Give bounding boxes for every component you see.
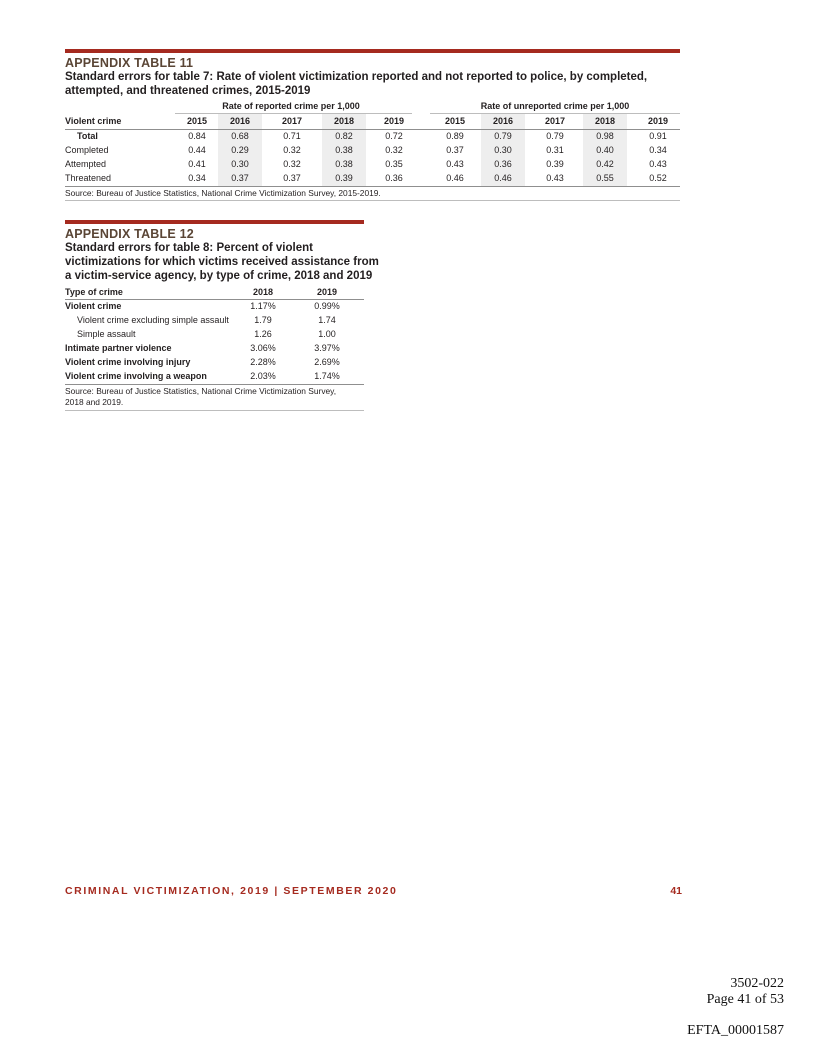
table12-row-label: Simple assault [77,329,136,339]
table-row [65,356,364,370]
table11-row-header: Violent crime [65,116,122,126]
table11-cell: 0.36 [494,159,512,169]
footer-page-number: 41 [670,885,682,897]
table11-column-header-row [65,115,680,128]
table11-label: APPENDIX TABLE 11 [65,56,194,70]
table11-group-reported: Rate of reported crime per 1,000 [222,101,360,111]
table11-cell: 0.36 [385,173,403,183]
table11-cell: 0.89 [446,131,464,141]
table11-source-rule [65,200,680,201]
table-row [65,158,680,171]
table11-col-unrep-2016: 2016 [492,116,514,126]
table11-cell: 0.46 [446,173,464,183]
table12-cell: 1.00 [318,329,336,339]
table11-cell: 0.30 [494,145,512,155]
table11-cell: 0.30 [231,159,249,169]
table11-col-rep-2015: 2015 [186,116,208,126]
table11-source-note: Source: Bureau of Justice Statistics, National Crime Victimization Survey, 2015-2019. [65,188,381,198]
table11-cell: 0.52 [649,173,667,183]
table11-cell: 0.37 [446,145,464,155]
table12-col-2018: 2018 [252,287,274,297]
table11-row-label: Attempted [65,159,107,169]
table11-group-underline-unreported [430,113,680,114]
table12-cell: 1.26 [254,329,272,339]
table11-cell: 0.34 [649,145,667,155]
table11-cell: 0.72 [385,131,403,141]
table12-col-2019: 2019 [316,287,338,297]
table11-cell: 0.79 [494,131,512,141]
table12-row-label: Intimate partner violence [65,343,172,353]
table11-row-label: Completed [65,145,109,155]
table11-col-unrep-2017: 2017 [544,116,566,126]
table12-row-label: Violent crime [65,301,122,311]
table11-cell: 0.31 [546,145,564,155]
table11-col-rep-2018: 2018 [333,116,355,126]
table11-cell: 0.91 [649,131,667,141]
table12-column-header-row [65,286,364,299]
table11-cell: 0.32 [283,145,301,155]
table11-cell: 0.43 [546,173,564,183]
table11-cell: 0.84 [188,131,206,141]
table11-cell: 0.68 [231,131,249,141]
table11-col-unrep-2015: 2015 [444,116,466,126]
table11-group-underline-reported [175,113,412,114]
table12-cell: 1.74 [318,315,336,325]
table12-title-line1: Standard errors for table 8: Percent of violent [65,242,313,254]
table-row [65,328,364,342]
table11-col-rep-2016: 2016 [229,116,251,126]
table11-grid [65,100,680,200]
table11-col-unrep-2018: 2018 [594,116,616,126]
footer-publication-title: CRIMINAL VICTIMIZATION, 2019 | SEPTEMBER 2020 [65,885,398,897]
table11-col-rep-2019: 2019 [383,116,405,126]
table11-row-label: Total [77,131,98,141]
table12-source-rule [65,410,364,411]
table12-row-label: Violent crime involving injury [65,357,191,367]
stamp-page-of: Page 41 of 53 [706,992,784,1007]
table12-col-type: Type of crime [65,287,123,297]
table11-cell: 0.32 [385,145,403,155]
table-row [65,342,364,356]
table12-source-line2: 2018 and 2019. [65,397,124,407]
table11-cell: 0.38 [335,159,353,169]
table11-col-rep-2017: 2017 [281,116,303,126]
table12-row-label: Violent crime involving a weapon [65,371,207,381]
table11-cell: 0.44 [188,145,206,155]
table-row [65,144,680,157]
table11-cell: 0.40 [596,145,614,155]
table11-bottom-rule [65,186,680,187]
table12-title-line3: a victim-service agency, by type of crime, 2018 and 2019 [65,270,373,282]
table-row [65,172,680,185]
table11-cell: 0.39 [335,173,353,183]
table12-label: APPENDIX TABLE 12 [65,227,194,241]
table11-row-label: Threatened [65,173,112,183]
table11-cell: 0.37 [231,173,249,183]
table11-cell: 0.37 [283,173,301,183]
table12-cell: 1.74% [314,371,340,381]
table11-cell: 0.38 [335,145,353,155]
table12-cell: 2.03% [250,371,276,381]
table-row [65,300,364,314]
table12-cell: 3.06% [250,343,276,353]
table12-row-label: Violent crime excluding simple assault [77,315,229,325]
table11-cell: 0.35 [385,159,403,169]
table11-cell: 0.29 [231,145,249,155]
table11-cell: 0.43 [649,159,667,169]
table11-title-line2: attempted, and threatened crimes, 2015-2019 [65,85,311,97]
table12-grid [65,286,364,416]
table11-cell: 0.46 [494,173,512,183]
table12-cell: 2.69% [314,357,340,367]
table12-cell: 1.17% [250,301,276,311]
table11-cell: 0.79 [546,131,564,141]
table11-title-line1: Standard errors for table 7: Rate of violent victimization reported and not reported to police, by completed, [65,71,648,83]
table12-cell: 2.28% [250,357,276,367]
table11-cell: 0.71 [283,131,301,141]
table11-cell: 0.32 [283,159,301,169]
table-row [65,130,680,143]
table12-cell: 1.79 [254,315,272,325]
table12-source-line1: Source: Bureau of Justice Statistics, National Crime Victimization Survey, [65,386,337,396]
table11-cell: 0.42 [596,159,614,169]
table-row [65,370,364,384]
table11-cell: 0.34 [188,173,206,183]
table11-group-header-row [65,100,680,113]
table11-top-rule [65,49,680,53]
table12-cell: 3.97% [314,343,340,353]
table-row [65,314,364,328]
table12-cell: 0.99% [314,301,340,311]
table12-title-line2: victimizations for which victims received assistance from [65,256,379,268]
table11-col-unrep-2019: 2019 [647,116,669,126]
table12-bottom-rule [65,384,364,385]
stamp-efta-number: EFTA_00001587 [687,1023,784,1038]
table11-cell: 0.39 [546,159,564,169]
table11-cell: 0.82 [335,131,353,141]
table12-top-rule [65,220,364,224]
table11-group-unreported: Rate of unreported crime per 1,000 [480,101,630,111]
table11-cell: 0.98 [596,131,614,141]
stamp-doc-id: 3502-022 [730,976,784,991]
table11-cell: 0.41 [188,159,206,169]
table11-cell: 0.43 [446,159,464,169]
table11-cell: 0.55 [596,173,614,183]
